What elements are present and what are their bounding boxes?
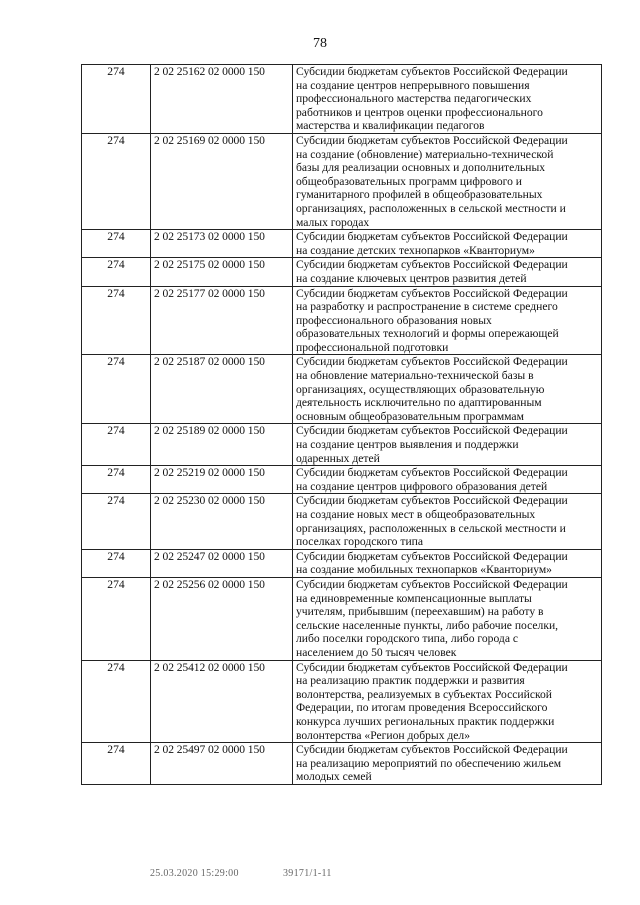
revenue-name-line: образовательных технологий и формы опережающей xyxy=(296,327,559,341)
revenue-name-line: конкурса лучших региональных практик поддержки xyxy=(296,714,555,728)
revenue-code-cell: 2 02 25162 02 0000 150 xyxy=(151,65,293,134)
admin-code-cell: 274 xyxy=(82,133,151,229)
footer-document-id: 39171/1-11 xyxy=(283,868,332,879)
revenue-name-line: Субсидии бюджетам субъектов Российской Федерации xyxy=(296,230,568,244)
revenue-name-line: организациях, расположенных в сельской местности и xyxy=(296,521,566,535)
revenue-code-cell: 2 02 25230 02 0000 150 xyxy=(151,494,293,549)
table-row xyxy=(82,355,602,424)
budget-codes-table xyxy=(81,64,602,785)
admin-code-cell: 274 xyxy=(82,549,151,577)
revenue-name-line: малых городах xyxy=(296,215,370,229)
revenue-name-cell xyxy=(293,355,602,424)
revenue-name-cell xyxy=(293,424,602,466)
table-row xyxy=(82,424,602,466)
revenue-code-cell: 2 02 25187 02 0000 150 xyxy=(151,355,293,424)
revenue-name-line: волонтерства, реализуемых в субъектах Российской xyxy=(296,687,553,701)
revenue-name-line: мастерства и квалификации педагогов xyxy=(296,119,485,133)
revenue-name-line: организациях, расположенных в сельской местности и xyxy=(296,201,566,215)
admin-code-cell: 274 xyxy=(82,577,151,660)
revenue-code-cell: 2 02 25219 02 0000 150 xyxy=(151,466,293,494)
revenue-name-cell xyxy=(293,466,602,494)
revenue-name-cell xyxy=(293,65,602,134)
revenue-name-line: Субсидии бюджетам субъектов Российской Федерации xyxy=(296,549,568,563)
revenue-code-cell: 2 02 25497 02 0000 150 xyxy=(151,743,293,785)
revenue-name-line: на создание мобильных технопарков «Кванториум» xyxy=(296,563,552,577)
revenue-name-line: на реализацию практик поддержки и развития xyxy=(296,674,525,688)
revenue-name-line: Субсидии бюджетам субъектов Российской Федерации xyxy=(296,743,568,757)
table-row xyxy=(82,466,602,494)
table-row xyxy=(82,743,602,785)
table-row xyxy=(82,258,602,286)
revenue-name-line: профессионального мастерства педагогических xyxy=(296,92,532,106)
table-row xyxy=(82,494,602,549)
footer-timestamp: 25.03.2020 15:29:00 xyxy=(150,868,239,879)
revenue-name-line: учителям, прибывшим (переехавшим) на работу в xyxy=(296,605,544,619)
revenue-name-line: профессионального образования новых xyxy=(296,313,492,327)
revenue-code-cell: 2 02 25256 02 0000 150 xyxy=(151,577,293,660)
revenue-code-cell: 2 02 25177 02 0000 150 xyxy=(151,286,293,355)
revenue-code-cell: 2 02 25173 02 0000 150 xyxy=(151,230,293,258)
revenue-name-line: на создание новых мест в общеобразовательных xyxy=(296,508,536,521)
revenue-name-line: деятельность исключительно по адаптированным xyxy=(296,396,542,410)
revenue-name-line: волонтерства «Регион добрых дел» xyxy=(296,728,471,742)
revenue-name-line: на создание центров выявления и поддержки xyxy=(296,438,519,452)
table-row xyxy=(82,133,602,229)
admin-code-cell: 274 xyxy=(82,65,151,134)
revenue-name-line: Федерации, по итогам проведения Всероссийского xyxy=(296,701,548,715)
revenue-name-line: профессиональной подготовки xyxy=(296,340,449,354)
revenue-name-line: сельские населенные пункты, либо рабочие поселки, xyxy=(296,618,559,632)
revenue-name-cell xyxy=(293,258,602,286)
revenue-name-cell xyxy=(293,286,602,355)
admin-code-cell: 274 xyxy=(82,230,151,258)
table-body xyxy=(82,65,602,785)
revenue-name-line: на создание детских технопарков «Кванториум» xyxy=(296,243,535,257)
revenue-name-line: на создание центров цифрового образования детей xyxy=(296,479,548,493)
revenue-name-cell xyxy=(293,230,602,258)
admin-code-cell: 274 xyxy=(82,660,151,743)
revenue-name-line: населением до 50 тысяч человек xyxy=(296,645,457,659)
revenue-name-line: Субсидии бюджетам субъектов Российской Федерации xyxy=(296,355,568,369)
revenue-name-cell xyxy=(293,743,602,785)
revenue-code-cell: 2 02 25247 02 0000 150 xyxy=(151,549,293,577)
table-row xyxy=(82,286,602,355)
page-number: 78 xyxy=(313,36,327,51)
table-row xyxy=(82,577,602,660)
revenue-name-line: на создание ключевых центров развития детей xyxy=(296,271,527,285)
revenue-name-line: на разработку и распространение в системе среднего xyxy=(296,300,558,314)
admin-code-cell: 274 xyxy=(82,355,151,424)
table-row xyxy=(82,230,602,258)
admin-code-cell: 274 xyxy=(82,466,151,494)
revenue-name-cell xyxy=(293,577,602,660)
revenue-name-cell xyxy=(293,133,602,229)
revenue-name-line: на единовременные компенсационные выплаты xyxy=(296,591,532,605)
revenue-name-line: Субсидии бюджетам субъектов Российской Федерации xyxy=(296,424,568,438)
admin-code-cell: 274 xyxy=(82,743,151,785)
revenue-name-line: Субсидии бюджетам субъектов Российской Федерации xyxy=(296,494,568,508)
revenue-name-line: Субсидии бюджетам субъектов Российской Федерации xyxy=(296,577,568,591)
revenue-name-line: на реализацию мероприятий по обеспечению жильем xyxy=(296,756,562,770)
revenue-name-line: либо поселки городского типа, либо города с xyxy=(296,632,519,646)
revenue-name-line: одаренных детей xyxy=(296,451,380,465)
revenue-name-line: базы для реализации основных и дополнительных xyxy=(296,161,546,175)
admin-code-cell: 274 xyxy=(82,494,151,549)
revenue-code-cell: 2 02 25175 02 0000 150 xyxy=(151,258,293,286)
revenue-name-cell xyxy=(293,549,602,577)
admin-code-cell: 274 xyxy=(82,424,151,466)
revenue-name-cell xyxy=(293,660,602,743)
revenue-name-line: Субсидии бюджетам субъектов Российской Федерации xyxy=(296,133,568,147)
revenue-code-cell: 2 02 25412 02 0000 150 xyxy=(151,660,293,743)
revenue-code-cell: 2 02 25189 02 0000 150 xyxy=(151,424,293,466)
revenue-name-line: организациях, осуществляющих образовательную xyxy=(296,382,545,396)
revenue-name-line: Субсидии бюджетам субъектов Российской Федерации xyxy=(296,466,568,480)
revenue-name-cell xyxy=(293,494,602,549)
revenue-name-line: Субсидии бюджетам субъектов Российской Федерации xyxy=(296,258,568,272)
admin-code-cell: 274 xyxy=(82,258,151,286)
table-row xyxy=(82,65,602,134)
revenue-name-line: гуманитарного профилей в общеобразовательных xyxy=(296,188,543,202)
revenue-name-line: на обновление материально-технической базы в xyxy=(296,369,534,383)
revenue-name-line: работников и центров оценки профессионального xyxy=(296,105,543,119)
revenue-name-line: Субсидии бюджетам субъектов Российской Федерации xyxy=(296,660,568,674)
revenue-name-line: основным общеобразовательным программам xyxy=(296,409,524,423)
table-row xyxy=(82,660,602,743)
revenue-name-line: поселках городского типа xyxy=(296,535,423,549)
revenue-name-line: Субсидии бюджетам субъектов Российской Федерации xyxy=(296,65,568,78)
revenue-name-line: общеобразовательных программ цифрового и xyxy=(296,174,522,188)
revenue-code-cell: 2 02 25169 02 0000 150 xyxy=(151,133,293,229)
revenue-name-line: на создание центров непрерывного повышения xyxy=(296,78,530,92)
revenue-name-line: Субсидии бюджетам субъектов Российской Федерации xyxy=(296,286,568,300)
revenue-name-line: на создание (обновление) материально-технической xyxy=(296,147,554,161)
admin-code-cell: 274 xyxy=(82,286,151,355)
table-row xyxy=(82,549,602,577)
revenue-name-line: молодых семей xyxy=(296,770,372,784)
